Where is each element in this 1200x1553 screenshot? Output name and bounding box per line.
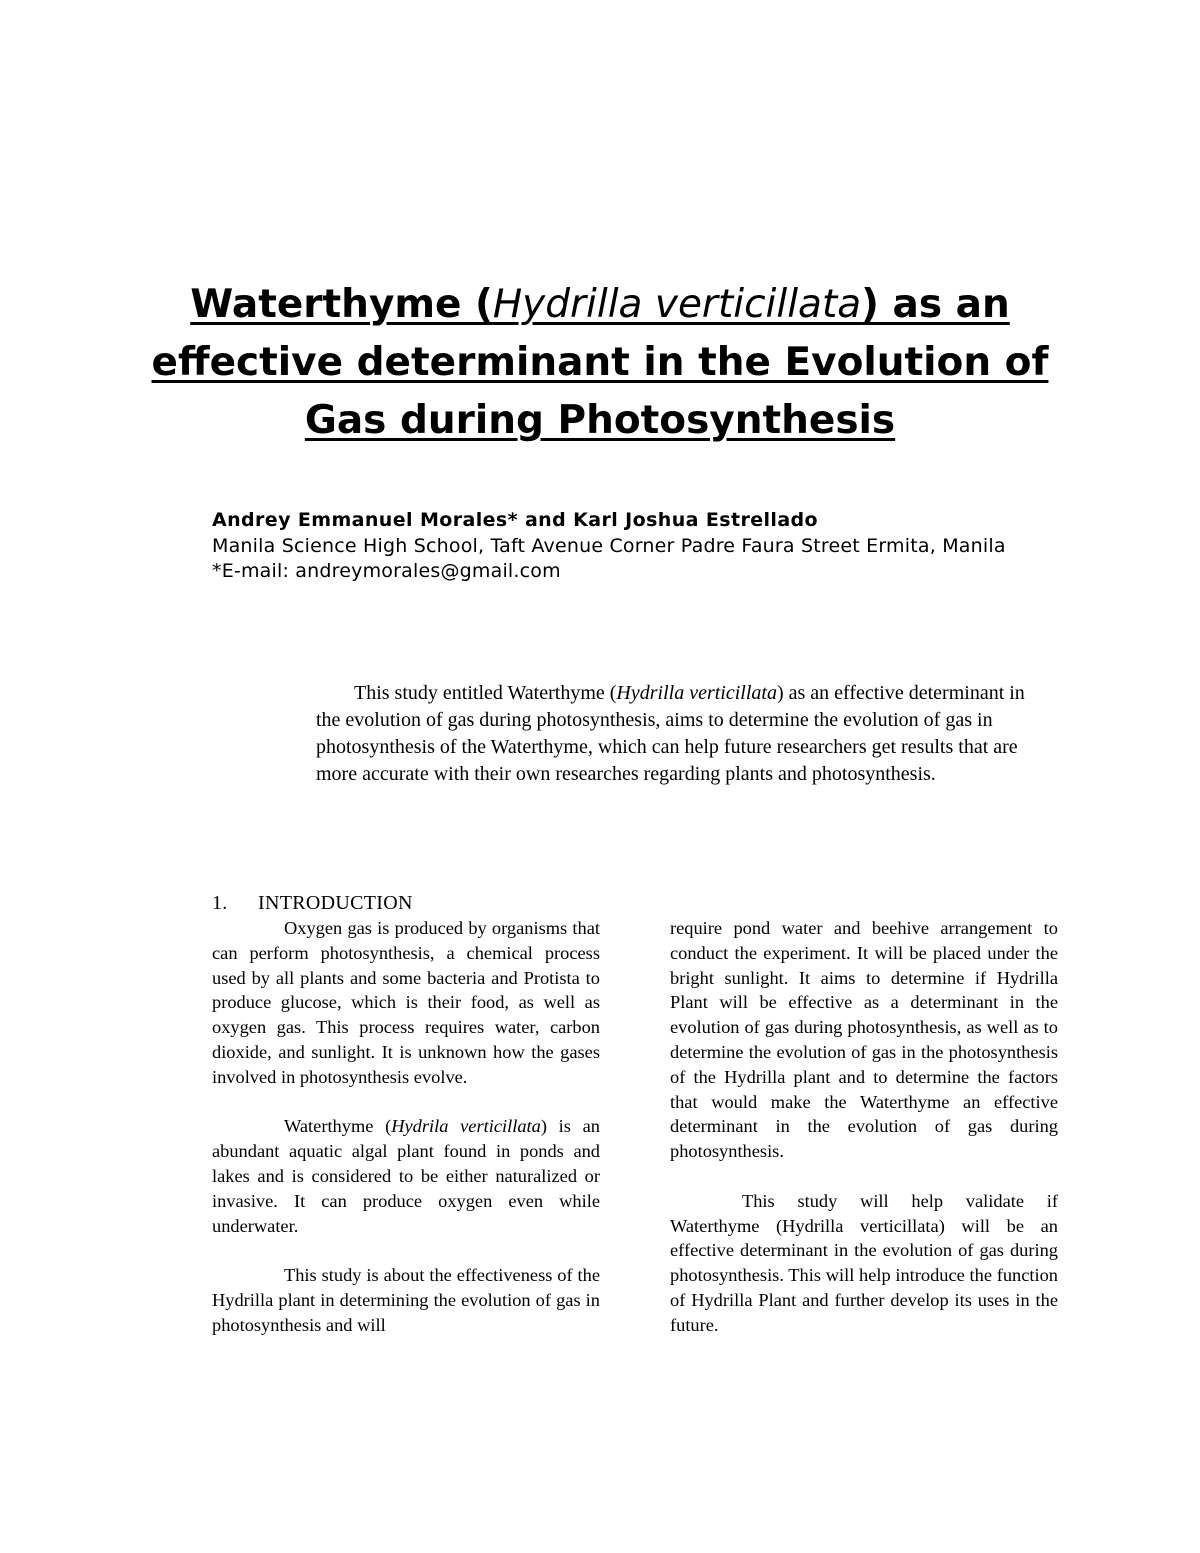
author-names: Andrey Emmanuel Morales* and Karl Joshua Estrellado <box>212 509 819 531</box>
intro-paragraph-1: Oxygen gas is produced by organisms that can perform photosynthesis, a chemical process used by all plants and some bacteria and Protista to produce glucose, which is their food, as well as oxygen gas. This process requires water, carbon dioxide, and sunlight. It is unknown how the gases involved in photosynthesis evolve. <box>212 918 600 1087</box>
author-block <box>212 508 1052 585</box>
intro-p2-text-start: Waterthyme ( <box>284 1116 392 1137</box>
author-email: *E-mail: andreymorales@gmail.com <box>212 560 561 582</box>
abstract-species-name: Hydrilla verticillata <box>616 682 777 704</box>
title-text-start: Waterthyme ( <box>190 282 493 327</box>
intro-paragraph-3: This study is about the effectiveness of the Hydrilla plant in determining the evolution of gas in photosynthesis and will <box>212 1265 600 1335</box>
right-column <box>670 916 1058 1362</box>
intro-paragraph-4: This study will help validate if Waterthyme (Hydrilla verticillata) will be an effective determinant in the evolution of gas during photosynthesis. This will help introduce the function of Hydrilla Plant and further develop its uses in the future. <box>670 1190 1058 1335</box>
abstract-text-start: This study entitled Waterthyme ( <box>354 682 617 704</box>
section-title: INTRODUCTION <box>258 892 413 914</box>
abstract-text-end: ) as an effective determinant in the evolution of gas during photosynthesis, aims to determine the evolution of gas in photosynthesis of the Waterthyme, which can help future researchers get results that are more accurate with their own researches regarding plants and photosynthesis. <box>316 682 1025 785</box>
abstract <box>316 680 1052 788</box>
section-heading-introduction <box>212 890 600 916</box>
author-affiliation: Manila Science High School, Taft Avenue Corner Padre Faura Street Ermita, Manila <box>212 534 1006 557</box>
title-text-end: ) as an effective determinant in the Evolution of Gas during Photosynthesis <box>151 282 1049 443</box>
intro-p2-text-end: ) is an abundant aquatic algal plant found in ponds and lakes and is considered to be either naturalized or invasive. It can produce oxygen even while underwater. <box>212 1116 600 1236</box>
title-species-name: Hydrilla verticillata <box>492 282 862 327</box>
paper-title <box>150 276 1050 450</box>
intro-p2-species-name: Hydrila verticillata <box>391 1116 541 1137</box>
intro-paragraph-2 <box>212 1114 600 1238</box>
section-number: 1. <box>212 892 228 914</box>
left-column <box>212 890 600 1362</box>
intro-paragraph-3-continued: require pond water and beehive arrangement to conduct the experiment. It will be placed under the bright sunlight. It aims to determine if Hydrilla Plant will be effective as a determinant in the evolution of gas during photosynthesis, as well as to determine the evolution of gas in the photosynthesis of the Hydrilla plant and to determine the factors that would make the Waterthyme an effective determinant in the evolution of gas during photosynthesis. <box>670 918 1058 1162</box>
